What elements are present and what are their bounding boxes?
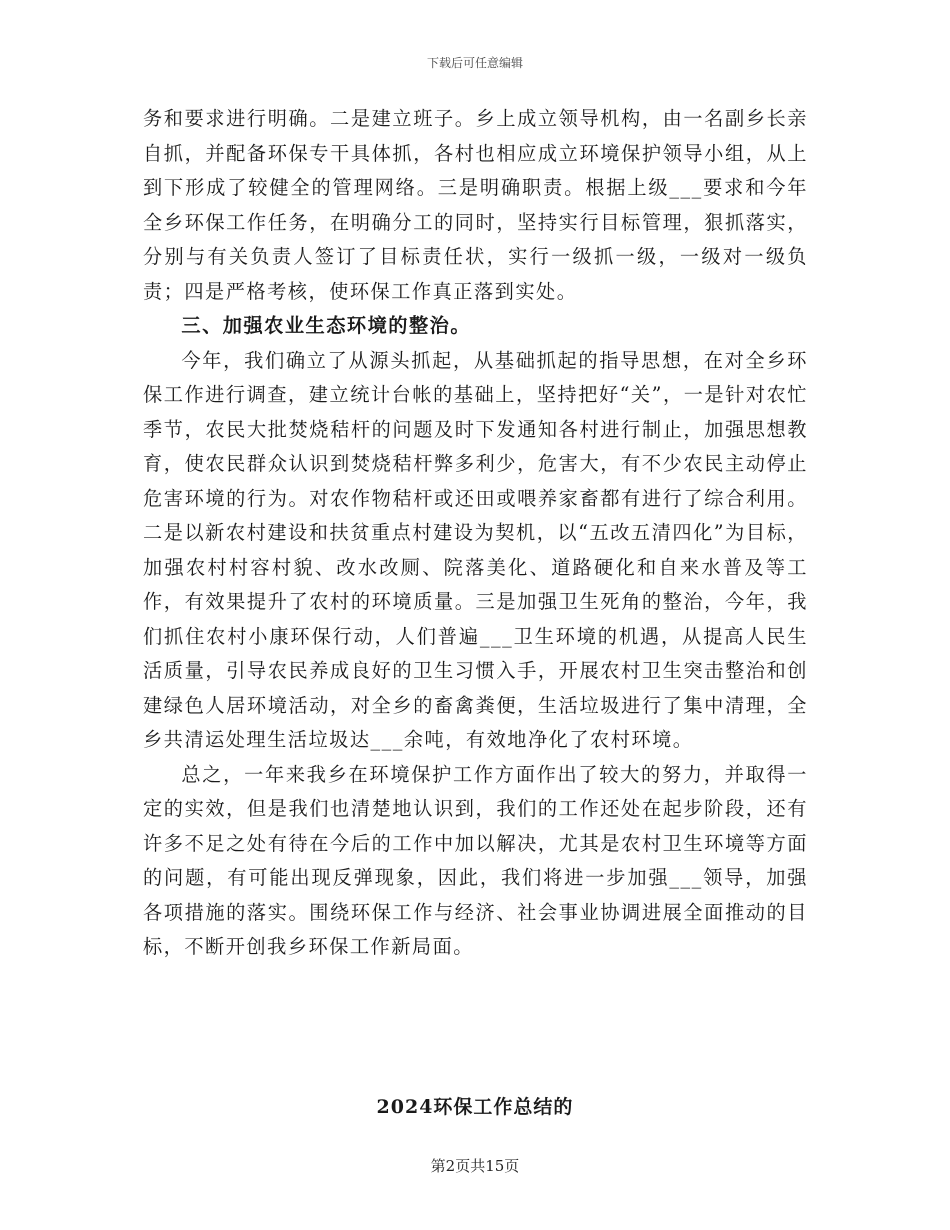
page-header: 下载后可任意编辑 — [426, 56, 523, 70]
page-number-footer: 第2页共15页 — [430, 1157, 520, 1175]
document-body — [143, 102, 808, 965]
next-document-title: 2024环保工作总结的 — [376, 1096, 574, 1118]
paragraph-agri-environment: 今年，我们确立了从源头抓起，从基础抓起的指导思想，在对全乡环保工作进行调查，建立统计台帐的基础上，坚持把好“关”，一是针对农忙季节，农民大批焚烧秸杆的问题及时下发通知各村进行制止，加强思想教育，使农民群众认识到焚烧秸杆弊多利少，危害大，有不少农民主动停止危害环境的行为。对农作物秸杆或还田或喂养家畜都有进行了综合利用。二是以新农村建设和扶贫重点村建设为契机，以“五改五清四化”为目标，加强农村村容村貌、改水改厕、院落美化、道路硬化和自来水普及等工作，有效果提升了农村的环境质量。三是加强卫生死角的整治，今年，我们抓住农村小康环保行动，人们普遍___卫生环境的机遇，从提高人民生活质量，引导农民养成良好的卫生习惯入手，开展农村卫生突击整治和创建绿色人居环境活动，对全乡的畜禽粪便，生活垃圾进行了集中清理，全乡共清运处理生活垃圾达___余吨，有效地净化了农村环境。 — [143, 348, 808, 751]
paragraph-conclusion: 总之，一年来我乡在环境保护工作方面作出了较大的努力，并取得一定的实效，但是我们也清楚地认识到，我们的工作还处在起步阶段，还有许多不足之处有待在今后的工作中加以解决，尤其是农村卫生环境等方面的问题，有可能出现反弹现象，因此，我们将进一步加强___领导，加强各项措施的落实。围绕环保工作与经济、社会事业协调进展全面推动的目标，不断开创我乡环保工作新局面。 — [143, 762, 808, 958]
section-heading-3: 三、加强农业生态环境的整治。 — [181, 314, 472, 337]
paragraph-continuation: 务和要求进行明确。二是建立班子。乡上成立领导机构，由一名副乡长亲自抓，并配备环保专干具体抓，各村也相应成立环境保护领导小组，从上到下形成了较健全的管理网络。三是明确职责。根据上级___要求和今年全乡环保工作任务，在明确分工的同时，坚持实行目标管理，狠抓落实，分别与有关负责人签订了目标责任状，实行一级抓一级，一级对一级负责；四是严格考核，使环保工作真正落到实处。 — [143, 107, 808, 303]
